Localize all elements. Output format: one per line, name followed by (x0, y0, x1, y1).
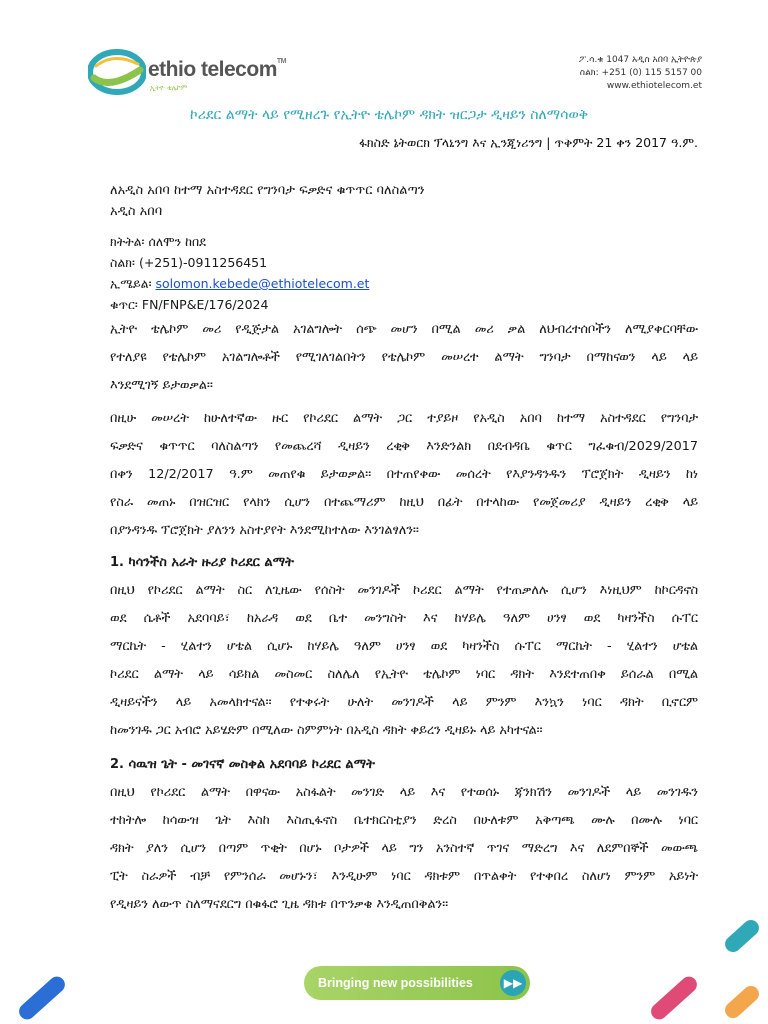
logo-subtitle: ኢትዮ ቴሌኮም (150, 84, 188, 92)
department-date-line: ፋክስድ ኔትወርክ ፕላኒንግ እና ኢንጂነሪንግ | ጥቅምት 21 ቀን 2017 ዓ.ም. (358, 135, 698, 150)
decorative-stripe-teal (722, 917, 762, 956)
section-body-1: በዚህ የኮሪደር ልማት ስር ለጊዜው የሰስት መንገዶች ኮሪደር ልማት የተጠቃለሉ ሲሆን እነዚህም ከኮርዳኖስ ወደ ሴቶች አደባባይ፣ ከአራዳ ወደ ቤተ መንግስት እና ከሃይሌ ዓለም ሀንፃ ወደ ካዛንችስ ሱፐር ማርኬት - ሂልተን ሆቴል ሲሆኑ ከሃይሌ ዓለም ሀንፃ ወደ ካዛንችስ ሱፐር ማርኬት - ሂልተን ሆቴል ኮሪደር ልማት ላይ ሳይክል መስመር ስለሌለ የኢትዮ ቴሌኮም ነባር ዳክት እንደተጠበቀ ይሰራል በሚል ዲዛይናችን ላይ አመላክተናል። የተቀሩት ሁለት መንገዶች ላይ ምንም እንኳን ነባር ዳክት ቢኖርም ከመንገዱ ጋር አብሮ አይሄድም በሚለው ስምምነት በአዲስ ዳክት ቀይረን ዲዛይኑ ላይ አካተናል። (110, 583, 698, 738)
section-body-2: በዚህ የኮሪደር ልማት በዋናው አስፋልት መንገድ ላይ እና የተወሰኑ ጃንክሽን መንገዶች ላይ መንገዱን ተከትሎ ከሳውዝ ጌት እስከ እስጢፋኖስ ቤተክርስቲያን ድረስ በሁለቱም አቅጣጫ ሙሉ በሙሉ ነባር ዳክት ያለን ሲሆን በጣም ጥቂት በሆኑ ቦታዎች ላይ ግን አንስተኛ ጥገና ማድረግ እና ለደምበኞች መውጫ ፒት ስራዎች ብቻ የምንሰራ መሆኑን፣ እንዲሁም ነባር ዳክቱም በጥልቀት የተቀበረ ስለሆነ ምንም አይነት የዲዛይን ለውጥ ስለማናደርግ በቁፋሮ ጊዜ ዳክቱ በጥንቃቄ እንዲጠበቅልን። (110, 785, 698, 912)
recipient-city: አዲስ አበባ (110, 204, 163, 219)
recipient-block (110, 180, 425, 222)
attn-email-link[interactable]: solomon.kebede@ethiotelecom.et (155, 276, 370, 291)
section-heading-1: 1. ካሳንችስ አራት ዙሪያ ኮሪደር ልማት (110, 555, 294, 570)
recipient-organization: ለአዲስ አበባ ከተማ አስተዳደር የግንባታ ፍቃድና ቁጥጥር ባለስልጣን (110, 183, 425, 198)
contact-phone: ስልክ: +251 (0) 115 5157 00 (579, 68, 702, 78)
decorative-stripe-blue (16, 973, 68, 1022)
logo-wordmark: ethio telecom™ (148, 58, 286, 81)
attn-name-row: ክትትል፡ ሰለሞን ከበደ (110, 234, 206, 249)
footer-slogan-pill (304, 966, 530, 1000)
decorative-stripe-pink (648, 973, 700, 1022)
contact-person-block (110, 231, 369, 315)
section-heading-2: 2. ሳዉዝ ጌት - መገናኛ መስቀል አደባባይ ኮሪደር ልማት (110, 757, 375, 772)
letter-subject: ኮሪደር ልማት ላይ የሚዘረጉ የኢትዮ ቴሌኮም ዳክት ዝርጋታ ዲዛይን ስለማሳወቅ (190, 107, 589, 123)
background-paragraph: በዚሁ መሠረት ከሁለተኛው ዙር የኮሪደር ልማት ጋር ተያይዞ የአዲስ አበባ ከተማ አስተዳደር የግንባታ ፍቃድና ቁጥጥር ባለስልጣን የመጨረሻ ዲዛይን ረቂቅ እንድንልክ በደብዳቤ ቁጥር ግፈቁብ/2029/2017 በቀን 12/2/2017 ዓ.ም መጠየቁ ይታወቃል። በተጠየቀው መሰረት የእያንዳንዱን ፕሮጀክት ዲዛይን ከነ የስራ መጠኑ በዝርዝር የላክን ሲሆን በተጨማሪም ከዚህ በፊት በተላከው የመጀመሪያ ዲዛይን ረቂቅ ላይ በያንዳንዱ ፕሮጀክት ያለንን አስተያየት እንደሚከተለው እንገልፃለን። (110, 411, 698, 538)
attn-ref-row: ቁጥር፡ FN/FNP&E/176/2024 (110, 297, 269, 312)
contact-address: ፖ.ሳ.ቁ 1047 አዲስ አበባ ኢትዮጵያ (578, 55, 702, 65)
attn-phone: (+251)-0911256451 (138, 255, 268, 270)
attn-email-row: ኢሜይል፡ solomon.kebede@ethiotelecom.et (110, 276, 370, 291)
attn-phone-row: ስልክ፡ (+251)-0911256451 (110, 255, 268, 270)
footer-slogan: Bringing new possibilities (318, 976, 473, 990)
forward-arrow-icon: ▶▶ (500, 970, 526, 996)
company-logo (88, 48, 288, 100)
decorative-stripe-orange (722, 983, 762, 1022)
ethio-telecom-swoosh-icon (88, 48, 146, 96)
contact-block (579, 54, 702, 93)
reference-number: FN/FNP&E/176/2024 (141, 297, 269, 312)
attn-name: ሰለሞን ከበደ (148, 234, 206, 249)
intro-paragraph: ኢትዮ ቴሌኮም መሪ የዲጅታል አገልግሎት ሰጭ መሆን በሚል መሪ ቃል ለህብረተሰቦችን ለሚያቀርባቸው የተለያዩ የቴሌኮም አገልግሎቶች የሚገለገልበትን የቴሌኮም መሠረተ ልማት ግንባታ በማከናወን ላይ ላይ እንደሚገኝ ይታወቃል። (110, 322, 698, 393)
contact-website: www.ethiotelecom.et (606, 81, 702, 91)
